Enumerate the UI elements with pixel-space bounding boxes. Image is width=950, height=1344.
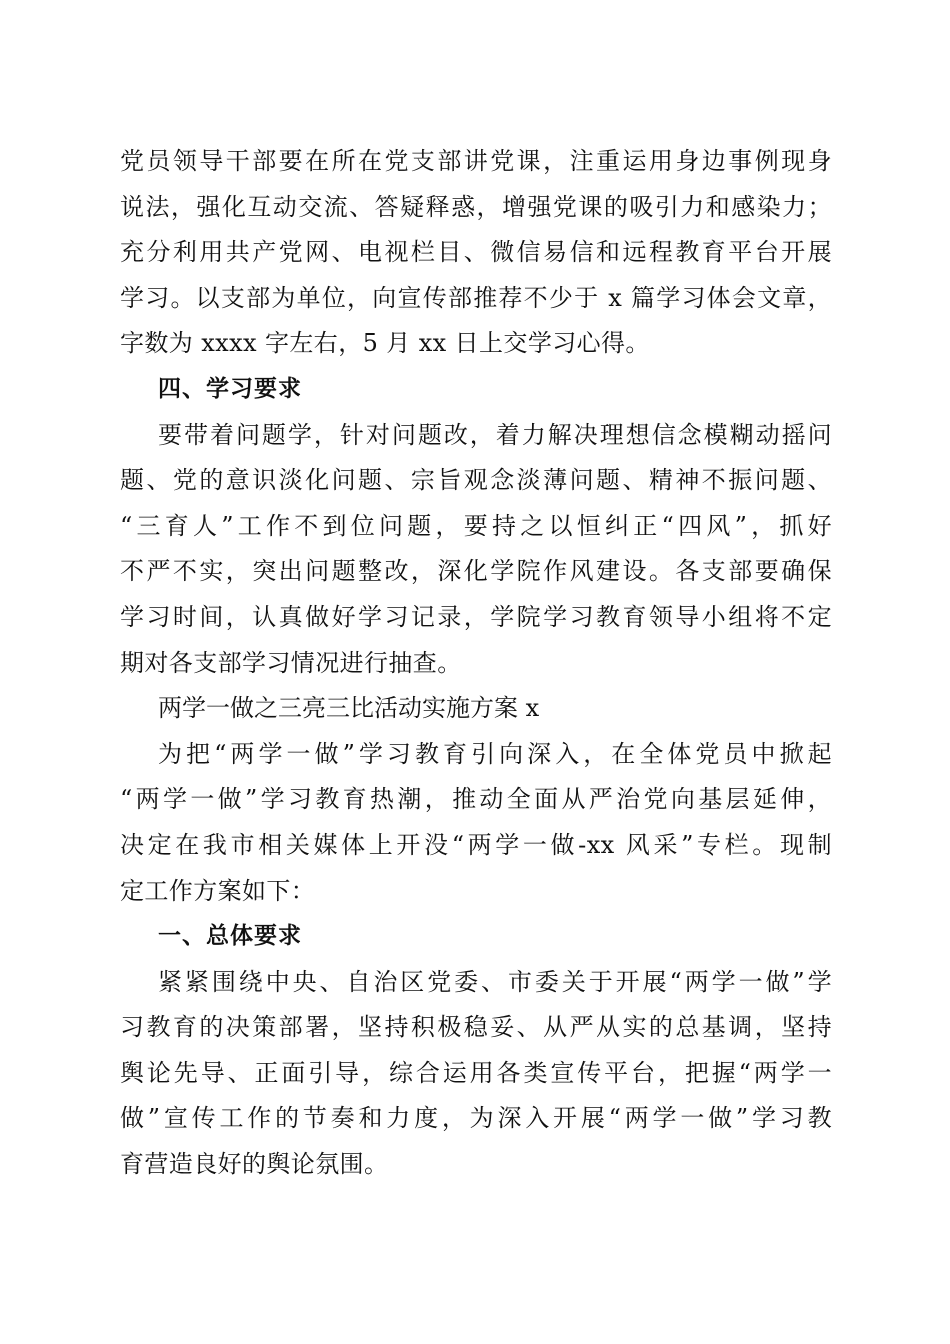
text-line: 定工作方案如下： [120,876,316,905]
text-line: 学习时间，认真做好学习记录，学院学习教育领导小组将不定 [120,602,832,631]
text-line: 题、党的意识淡化问题、宗旨观念淡薄问题、精神不振问题、 [120,466,832,495]
text-line: 期对各支部学习情况进行抽查。 [120,648,462,677]
text-line: 党员领导干部要在所在党支部讲党课，注重运用身边事例现身 [120,147,832,175]
text-line: 字数为 xxxx 字左右，5 月 xx 日上交学习心得。 [120,329,650,358]
text-line: 学习。以支部为单位，向宣传部推荐不少于 x 篇学习体会文章， [120,283,832,312]
text-line: 充分利用共产党网、电视栏目、微信易信和远程教育平台开展 [120,238,832,267]
section-heading-study-requirements: 四、学习要求 [158,375,302,402]
text-line: “三育人”工作不到位问题，要持之以恒纠正“四风”，抓好 [120,511,832,540]
paragraph-study-requirements [120,413,832,687]
text-line: 为把“两学一做”学习教育引向深入，在全体党员中掀起 [158,739,832,768]
text-line: 决定在我市相关媒体上开没“两学一做-xx 风采”专栏。现制 [120,830,832,859]
text-line: “两学一做”学习教育热潮，推动全面从严治党向基层延伸， [120,785,832,814]
text-line: 要带着问题学，针对问题改，着力解决理想信念模糊动摇问 [158,420,832,449]
text-line: 做”宣传工作的节奏和力度，为深入开展“两学一做”学习教 [120,1104,832,1133]
paragraph-study-methods [120,139,832,367]
paragraph-overall-requirements [120,960,832,1188]
text-line: 不严不实，突出问题整改，深化学院作风建设。各支部要确保 [120,557,832,586]
text-line: 说法，强化互动交流、答疑释惑，增强党课的吸引力和感染力； [120,192,832,221]
text-line: 育营造良好的舆论氛围。 [120,1150,389,1179]
document-body [120,139,832,1188]
text-line: 紧紧围绕中央、自治区党委、市委关于开展“两学一做”学 [158,967,832,996]
text-line: 舆论先导、正面引导，综合运用各类宣传平台，把握“两学一 [120,1058,832,1087]
document-title: 两学一做之三亮三比活动实施方案 x [158,694,540,723]
paragraph-introduction [120,732,832,914]
text-line: 习教育的决策部署，坚持积极稳妥、从严从实的总基调，坚持 [120,1013,832,1042]
section-heading-overall-requirements: 一、总体要求 [158,923,302,950]
